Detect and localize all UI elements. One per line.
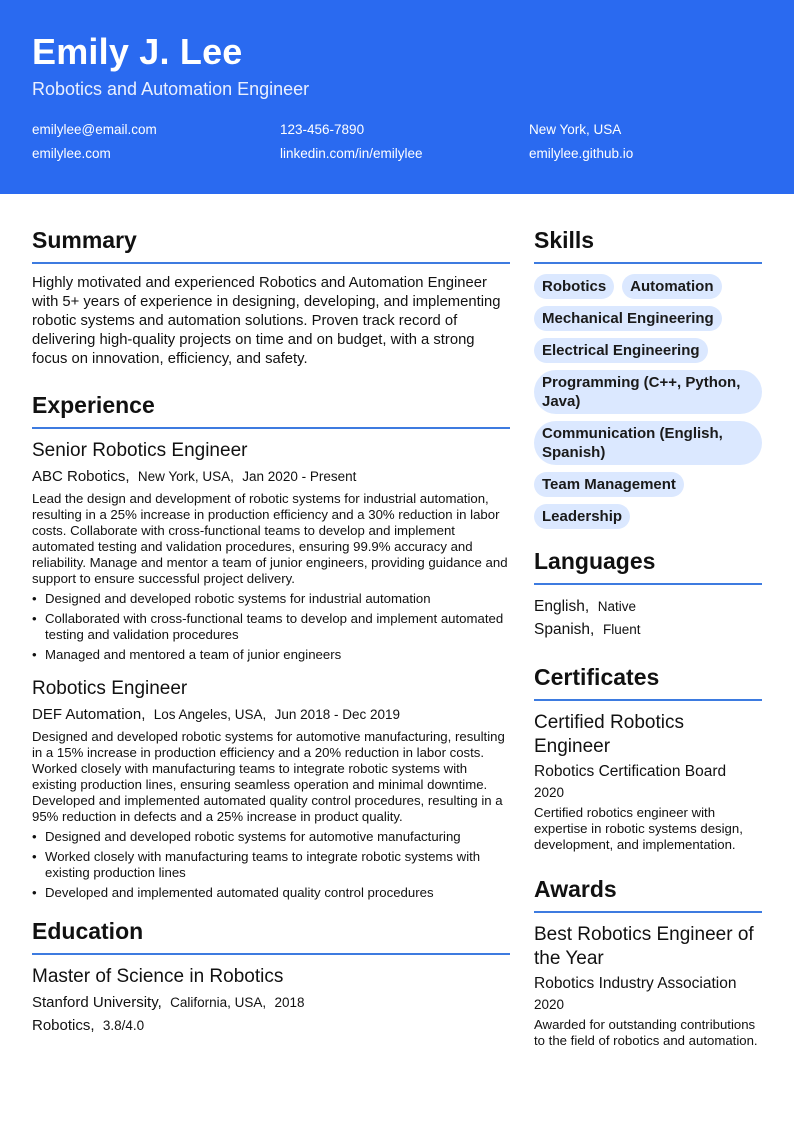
education-field-line — [32, 1014, 510, 1037]
language-level: Native — [597, 599, 637, 614]
job-meta — [32, 467, 510, 487]
job-bullets — [32, 591, 510, 663]
education-school: Stanford University, — [32, 994, 162, 1011]
job-bullet: • Managed and mentored a team of junior engineers — [32, 647, 510, 663]
job-bullet: • Worked closely with manufacturing teams to integrate robotic systems with existing production lines — [32, 849, 510, 881]
candidate-title: Robotics and Automation Engineer — [32, 79, 310, 99]
certificate-description: Certified robotics engineer with expertise in robotic systems design, development, and implementation. — [534, 805, 743, 852]
job-dates: Jun 2018 - Dec 2019 — [274, 707, 400, 722]
resume-header — [0, 0, 794, 194]
skill-chip: Team Management — [534, 472, 684, 497]
education-location: California, USA, — [170, 995, 267, 1010]
candidate-name: Emily J. Lee — [32, 31, 243, 72]
education-field: Robotics, — [32, 1017, 95, 1034]
job-company: ABC Robotics, — [32, 468, 130, 485]
job-company: DEF Automation, — [32, 706, 146, 723]
languages-heading: Languages — [534, 545, 762, 585]
skills-heading: Skills — [534, 224, 762, 264]
job-location: Los Angeles, USA, — [153, 707, 267, 722]
experience-item — [32, 439, 510, 663]
skill-chip: Mechanical Engineering — [534, 306, 722, 331]
job-description: Designed and developed robotic systems for automotive manufacturing, resulting in a 15% increase in production efficiency and a 20% reduction in labor costs. Worked closely with manufacturing teams to integrate robotic systems with existing production lines, ensuring seamless operation and minimal downtime. Developed and implemented automated quality control procedures, resulting in a 95% reduction in defects and a 25% increase in product quality. — [32, 729, 505, 824]
job-title: Robotics Engineer — [32, 678, 188, 699]
language-level: Fluent — [602, 622, 641, 637]
certificate-issuer: Robotics Certification Board — [534, 763, 727, 780]
job-bullets — [32, 829, 510, 901]
award-description: Awarded for outstanding contributions to the field of robotics and automation. — [534, 1017, 758, 1048]
contact-github[interactable]: emilylee.github.io — [529, 146, 634, 161]
certificate-title: Certified Robotics Engineer — [534, 712, 684, 757]
education-year: 2018 — [274, 995, 305, 1010]
job-bullet: • Designed and developed robotic systems for industrial automation — [32, 591, 510, 607]
side-column — [534, 224, 762, 1069]
skill-chip: Leadership — [534, 504, 630, 529]
contact-email[interactable]: emilylee@email.com — [32, 122, 157, 137]
award-item — [534, 923, 762, 1049]
job-bullet: • Designed and developed robotic systems for automotive manufacturing — [32, 829, 510, 845]
education-heading: Education — [32, 915, 510, 955]
award-issuer: Robotics Industry Association — [534, 975, 737, 992]
contact-website[interactable]: emilylee.com — [32, 146, 111, 161]
skill-chip: Programming (C++, Python, Java) — [534, 370, 762, 414]
certificates-heading: Certificates — [534, 661, 762, 701]
job-location: New York, USA, — [137, 469, 234, 484]
job-dates: Jan 2020 - Present — [242, 469, 357, 484]
skill-chip: Robotics — [534, 274, 614, 299]
job-bullet: • Collaborated with cross-functional teams to develop and implement automated testing and validation procedures — [32, 611, 510, 643]
education-degree: Master of Science in Robotics — [32, 966, 284, 987]
contact-linkedin[interactable]: linkedin.com/in/emilylee — [280, 146, 423, 161]
contact-phone[interactable]: 123-456-7890 — [280, 122, 365, 137]
award-year: 2020 — [534, 997, 565, 1012]
languages-list — [534, 595, 762, 641]
education-school-line — [32, 991, 510, 1014]
job-description: Lead the design and development of robotic systems for industrial automation, resulting in a 25% increase in production efficiency and a 30% reduction in labor costs. Collaborate with cross-functional teams to develop and implement automated testing and validation procedures, ensuring 99.9% accuracy and reliability. Manage and mentor a team of junior engineers, providing guidance and support to ensure successful project delivery. — [32, 491, 508, 586]
award-title: Best Robotics Engineer of the Year — [534, 924, 754, 969]
skill-chip: Automation — [622, 274, 721, 299]
language-item — [534, 595, 762, 618]
skill-chip: Electrical Engineering — [534, 338, 708, 363]
skills-list — [534, 274, 762, 529]
summary-heading: Summary — [32, 224, 510, 264]
contact-info — [32, 121, 762, 163]
job-title: Senior Robotics Engineer — [32, 440, 248, 461]
main-column — [32, 224, 510, 1037]
experience-item — [32, 677, 510, 901]
language-item — [534, 618, 762, 641]
certificate-item — [534, 711, 762, 853]
experience-heading: Experience — [32, 389, 510, 429]
certificate-year: 2020 — [534, 785, 565, 800]
job-meta — [32, 705, 510, 725]
language-name: Spanish, — [534, 621, 595, 638]
awards-heading: Awards — [534, 873, 762, 913]
education-gpa: 3.8/4.0 — [102, 1018, 145, 1033]
job-bullet: • Developed and implemented automated quality control procedures — [32, 885, 510, 901]
language-name: English, — [534, 598, 590, 615]
summary-text: Highly motivated and experienced Robotics and Automation Engineer with 5+ years of experience in designing, developing, and implementing robotic systems and automation solutions. Proven track record of delivering high-quality projects on time and on budget, with a strong focus on innovation, efficiency, and safety. — [32, 275, 501, 367]
skill-chip: Communication (English, Spanish) — [534, 421, 762, 465]
contact-location: New York, USA — [529, 122, 622, 137]
